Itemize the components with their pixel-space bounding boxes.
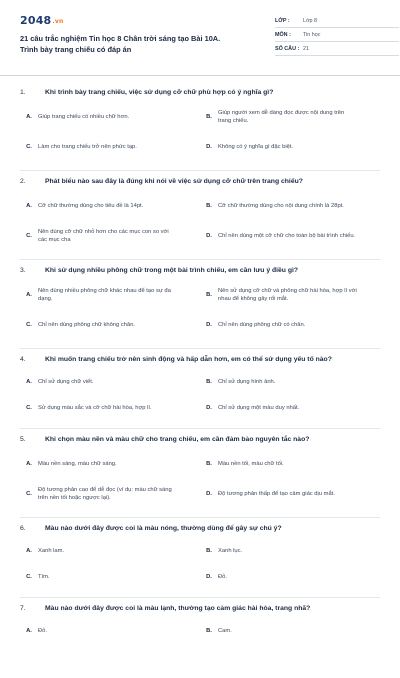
question-item xyxy=(20,598,380,678)
option-text: Nên dùng cỡ chữ nhỏ hơn cho các mục con so với các mục cha xyxy=(38,228,169,243)
question-item xyxy=(20,171,380,260)
question-list xyxy=(20,82,380,678)
answer-option[interactable] xyxy=(20,547,200,555)
option-letter: C. xyxy=(26,573,32,580)
option-text: Xanh lam. xyxy=(38,547,65,554)
option-letter: C. xyxy=(26,232,32,239)
question-text: Khi trình bày trang chiếu, việc sử dụng cỡ chữ phù hợp có ý nghĩa gì? xyxy=(45,88,274,96)
meta-value: Tin học xyxy=(303,31,321,38)
answer-option[interactable] xyxy=(200,573,380,581)
question-number: 3. xyxy=(20,266,26,274)
option-text: Tím. xyxy=(38,573,50,580)
option-text: Nên sử dụng cỡ chữ và phông chữ hài hòa, hợp lí với nhau để không gây rối mắt. xyxy=(218,287,357,302)
meta-row-subject xyxy=(275,28,399,42)
answer-option[interactable] xyxy=(200,321,380,329)
answer-option[interactable] xyxy=(20,143,200,151)
option-letter: D. xyxy=(206,321,212,328)
answer-option[interactable] xyxy=(200,627,380,635)
option-text: Cỡ chữ thường dùng cho tiêu đề là 14pt. xyxy=(38,202,144,209)
meta-row-count xyxy=(275,42,399,56)
logo-text: 2048 xyxy=(20,14,52,27)
option-text: Đỏ. xyxy=(38,627,48,634)
answer-option[interactable] xyxy=(20,378,200,386)
answer-option[interactable] xyxy=(20,573,200,581)
answer-option[interactable] xyxy=(20,287,200,304)
meta-value: 21 xyxy=(303,45,309,52)
document-title: 21 câu trắc nghiệm Tin học 8 Chân trời sáng tạo Bài 10A. Trình bày trang chiếu có đáp án xyxy=(20,34,221,54)
question-item xyxy=(20,260,380,349)
option-text: Chỉ nên dùng một cỡ chữ cho toàn bộ bài trình chiếu. xyxy=(218,232,356,239)
question-number: 6. xyxy=(20,524,26,532)
logo-suffix: .vn xyxy=(52,18,64,25)
option-text: Giúp người xem dễ dàng đọc được nội dung trên trang chiếu. xyxy=(218,109,345,124)
meta-table xyxy=(275,14,399,56)
option-letter: A. xyxy=(26,113,32,120)
option-letter: D. xyxy=(206,232,212,239)
answer-option[interactable] xyxy=(200,202,380,210)
question-item xyxy=(20,518,380,598)
answer-option[interactable] xyxy=(200,232,380,240)
answer-option[interactable] xyxy=(20,486,200,503)
option-letter: B. xyxy=(206,291,212,298)
option-letter: C. xyxy=(26,321,32,328)
option-letter: C. xyxy=(26,143,32,150)
answer-option[interactable] xyxy=(20,404,200,412)
question-text: Khi sử dụng nhiều phông chữ trong một bài trình chiếu, em cần lưu ý điều gì? xyxy=(45,266,299,274)
question-item xyxy=(20,429,380,518)
answer-option[interactable] xyxy=(200,143,380,151)
document-header xyxy=(20,0,380,64)
option-text: Đỏ. xyxy=(218,573,228,580)
option-letter: B. xyxy=(206,378,212,385)
option-text: Không có ý nghĩa gì đặc biệt. xyxy=(218,143,294,150)
question-text: Màu nào dưới đây được coi là màu lạnh, thường tạo cảm giác hài hòa, trang nhã? xyxy=(45,604,311,612)
option-text: Giúp trang chiếu có nhiều chữ hơn. xyxy=(38,113,130,120)
answer-option[interactable] xyxy=(200,109,380,126)
question-number: 5. xyxy=(20,435,26,443)
meta-value: Lớp 8 xyxy=(303,17,318,24)
meta-label: SỐ CÂU : xyxy=(275,45,300,52)
option-letter: D. xyxy=(206,404,212,411)
option-letter: A. xyxy=(26,291,32,298)
answer-option[interactable] xyxy=(200,547,380,555)
option-letter: A. xyxy=(26,460,32,467)
answer-option[interactable] xyxy=(20,321,200,329)
question-text: Khi chọn màu nền và màu chữ cho trang chiếu, em cần đảm bảo nguyên tắc nào? xyxy=(45,435,310,443)
answer-option[interactable] xyxy=(20,627,200,635)
option-text: Cỡ chữ thường dùng cho nội dung chính là 28pt. xyxy=(218,202,344,209)
answer-option[interactable] xyxy=(200,460,380,468)
option-letter: A. xyxy=(26,627,32,634)
option-text: Cam. xyxy=(218,627,232,634)
option-text: Chỉ sử dụng hình ảnh. xyxy=(218,378,276,385)
option-letter: B. xyxy=(206,202,212,209)
meta-row-class xyxy=(275,14,399,28)
option-letter: D. xyxy=(206,143,212,150)
option-text: Chỉ sử dụng một màu duy nhất. xyxy=(218,404,300,411)
answer-option[interactable] xyxy=(20,228,200,245)
option-text: Độ tương phản thấp để tạo cảm giác dịu mắt. xyxy=(218,490,335,497)
question-number: 7. xyxy=(20,604,26,612)
option-text: Chỉ nên dùng phông chữ có chân. xyxy=(218,321,306,328)
option-letter: C. xyxy=(26,404,32,411)
option-text: Chỉ sử dụng chữ viết. xyxy=(38,378,94,385)
meta-label: MÔN : xyxy=(275,31,291,38)
option-text: Độ tương phản cao để dễ đọc (ví dụ: màu chữ sáng trên nền tối hoặc ngược lại). xyxy=(38,486,172,501)
question-number: 2. xyxy=(20,177,26,185)
option-text: Nên dùng nhiều phông chữ khác nhau để tạo sự đa dạng. xyxy=(38,287,171,302)
answer-option[interactable] xyxy=(200,490,380,498)
question-text: Màu nào dưới đây được coi là màu nóng, thường dùng để gây sự chú ý? xyxy=(45,524,282,532)
question-number: 1. xyxy=(20,88,26,96)
answer-option[interactable] xyxy=(200,378,380,386)
meta-label: LỚP : xyxy=(275,17,290,24)
question-item xyxy=(20,82,380,171)
question-text: Phát biểu nào sau đây là đúng khi nói về việc sử dụng cỡ chữ trên trang chiếu? xyxy=(45,177,303,185)
option-letter: A. xyxy=(26,202,32,209)
option-letter: D. xyxy=(206,490,212,497)
option-text: Chỉ nên dùng phông chữ không chân. xyxy=(38,321,136,328)
answer-option[interactable] xyxy=(20,460,200,468)
header-divider xyxy=(0,75,400,76)
option-letter: C. xyxy=(26,490,32,497)
option-letter: B. xyxy=(206,547,212,554)
option-text: Màu nền sáng, màu chữ sáng. xyxy=(38,460,117,467)
question-number: 4. xyxy=(20,355,26,363)
answer-option[interactable] xyxy=(200,287,380,304)
option-letter: D. xyxy=(206,573,212,580)
option-letter: B. xyxy=(206,113,212,120)
question-text: Khi muốn trang chiếu trở nên sinh động và hấp dẫn hơn, em có thể sử dụng yếu tố nào? xyxy=(45,355,332,363)
option-letter: A. xyxy=(26,378,32,385)
option-text: Xanh lục. xyxy=(218,547,243,554)
option-text: Màu nền tối, màu chữ tối. xyxy=(218,460,284,467)
question-item xyxy=(20,349,380,429)
answer-option[interactable] xyxy=(20,202,200,210)
option-letter: A. xyxy=(26,547,32,554)
option-text: Sử dụng màu sắc và cỡ chữ hài hòa, hợp lí. xyxy=(38,404,152,411)
option-letter: B. xyxy=(206,460,212,467)
answer-option[interactable] xyxy=(200,404,380,412)
option-text: Làm cho trang chiếu trở nên phức tạp. xyxy=(38,143,137,150)
option-letter: B. xyxy=(206,627,212,634)
answer-option[interactable] xyxy=(20,113,200,121)
